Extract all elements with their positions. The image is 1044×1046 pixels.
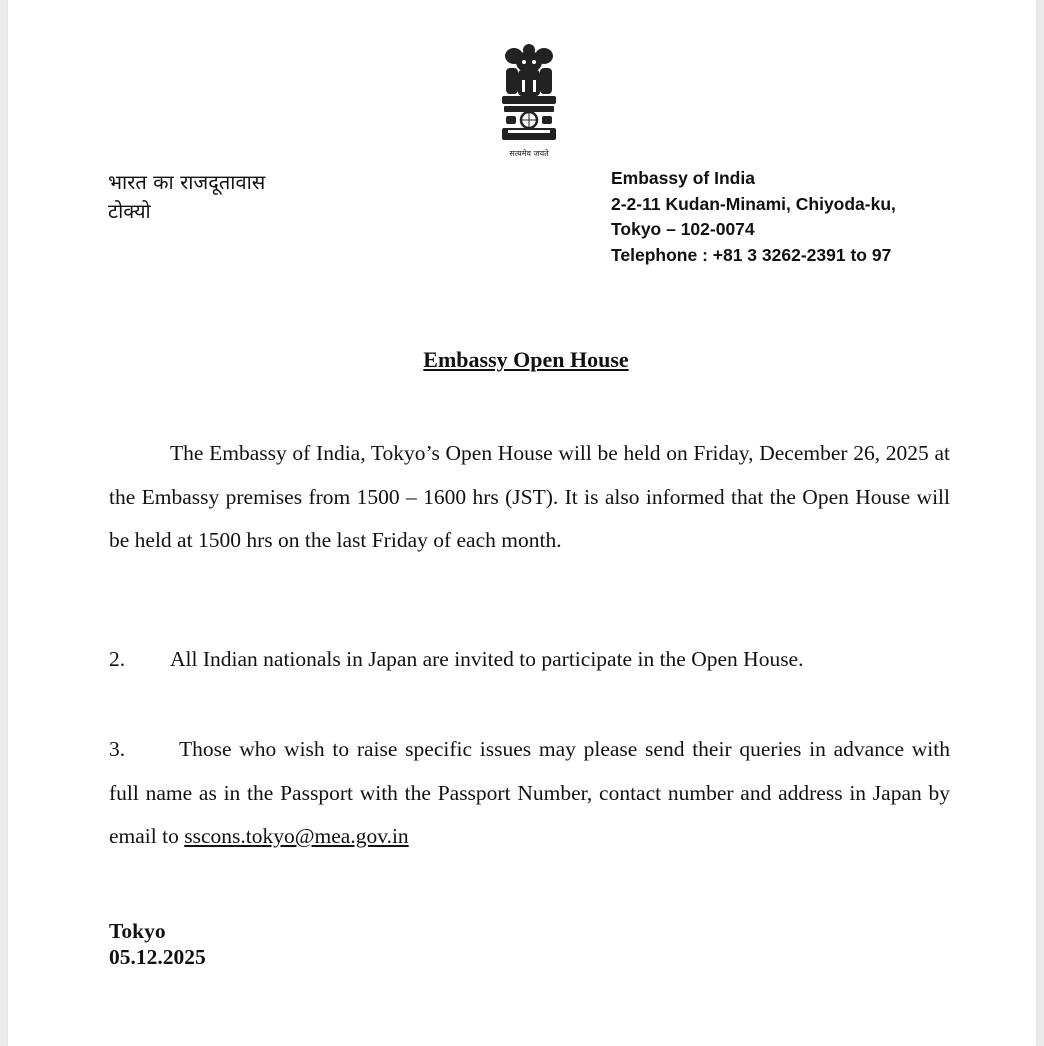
address-line: 2-2-11 Kudan-Minami, Chiyoda-ku, [611,193,896,214]
document-page [8,0,1036,1046]
embassy-address-block [611,166,896,268]
hindi-header [108,168,265,226]
signoff-date: 05.12.2025 [109,945,206,969]
paragraph-1: The Embassy of India, Tokyo’s Open House will be held on Friday, December 26, 2025 at the Embassy premises from 1500 – 1600 hrs (JST). It is also informed that the Open House will be held at 1500 hrs on the last Friday of each month. [109,441,950,552]
email-link[interactable]: sscons.tokyo@mea.gov.in [184,824,409,848]
national-emblem-icon [492,40,566,166]
hindi-embassy-name: भारत का राजदूतावास [108,170,266,194]
paragraph-3 [109,728,950,859]
address-line: Embassy of India [611,168,755,188]
paragraph-3-number: 3. [109,737,126,761]
paragraph-2 [109,644,950,674]
signoff-block [109,918,206,970]
paragraph-2-text: All Indian nationals in Japan are invited to participate in the Open House. [170,647,804,671]
paragraph-3-text: Those who wish to raise specific issues may please send their queries in advance with full name as in the Passport with the Passport Number, contact number and address in Japan by email to [109,737,950,848]
signoff-place: Tokyo [109,919,166,943]
paragraph-2-number: 2. [109,647,126,671]
address-line: Tokyo – 102-0074 [611,219,755,239]
notice-title: Embassy Open House [423,347,629,372]
telephone-line: Telephone : +81 3 3262-2391 to 97 [611,244,892,265]
emblem-motto: सत्यमेव जयते [509,149,549,158]
hindi-city: टोक्यो [108,199,151,223]
